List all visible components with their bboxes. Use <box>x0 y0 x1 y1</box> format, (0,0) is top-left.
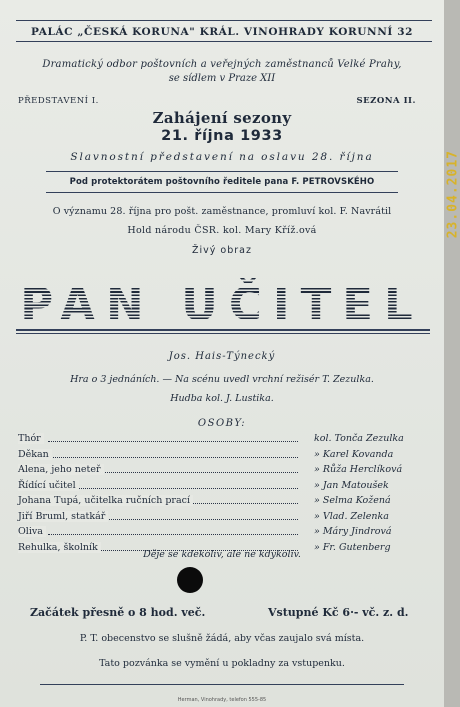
performance-date: 21. října 1933 <box>161 128 283 144</box>
cast-actor: » Růža Herclíková <box>314 464 403 475</box>
cast-role: Thór <box>18 433 44 444</box>
organizer-line-1: Dramatický odbor poštovních a veřejných zaměstnanců Velké Prahy, <box>42 59 402 70</box>
organizer-line-2: se sídlem v Praze XII <box>168 73 276 84</box>
cast-role: Alena, jeho neteř <box>18 464 104 475</box>
title-rule-1 <box>16 329 430 331</box>
speech-line: O významu 28. října pro pošt. zaměstnance, promluví kol. F. Navrátil <box>52 206 392 217</box>
cast-row <box>18 495 418 511</box>
seating-notice: P. T. obecenstvo se slušně žádá, aby včas zaujalo svá místa. <box>79 633 365 644</box>
cast-role: Jiří Bruml, statkář <box>18 511 108 522</box>
bottom-rule <box>40 684 404 685</box>
setting-note: Děje se kdekoliv, ale ne kdykoliv. <box>143 549 301 560</box>
dot-leader <box>48 441 298 442</box>
cast-row <box>18 526 418 542</box>
tableau-line: Živý obraz <box>192 245 252 256</box>
cast-actor: » Fr. Gutenberg <box>314 541 391 553</box>
homage-line: Hold národu ČSR. kol. Mary Kříž.ová <box>127 225 317 236</box>
cast-actor: » Selma Kožená <box>314 495 391 506</box>
admission-price: Vstupné Kč 6·- vč. z. d. <box>268 606 409 619</box>
cast-role: Děkan <box>18 449 52 460</box>
punch-hole <box>177 567 203 593</box>
cast-row <box>18 449 418 465</box>
author: Jos. Hais-Týnecký <box>168 351 276 362</box>
acts-director: Hra o 3 jednáních. — Na scénu uvedl vrchní režisér T. Zezulka. <box>70 374 374 385</box>
date-stamp: 23.04.2017 <box>445 150 460 239</box>
patronage-rule-top <box>46 171 398 172</box>
printer-credit: Herman, Vinohrady, telefon 555-85 <box>177 697 267 703</box>
play-title: PAN UČITEL <box>20 278 424 331</box>
cast-role: Řídící učitel <box>18 480 79 491</box>
cast-list <box>18 433 418 557</box>
cast-row <box>18 511 418 527</box>
performance-number: PŘEDSTAVENÍ I. <box>18 96 99 106</box>
cast-label: OSOBY: <box>197 418 247 429</box>
cast-row <box>18 464 418 480</box>
season-number: SEZONA II. <box>356 96 416 106</box>
start-time: Začátek přesně o 8 hod. več. <box>30 606 206 619</box>
patronage: Pod protektorátem poštovního ředitele pana F. PETROVSKÉHO <box>69 177 375 187</box>
cast-role: Rehulka, školník <box>18 542 101 553</box>
cast-actor: » Karel Kovanda <box>314 448 394 460</box>
cast-role: Johana Tupá, učitelka ručních prací <box>18 495 193 506</box>
cast-actor: kol. Tonča Zezulka <box>314 433 404 444</box>
cast-actor: » Máry Jindrová <box>314 526 392 537</box>
top-rule <box>16 20 432 21</box>
cast-actor: » Jan Matoušek <box>314 479 389 491</box>
season-opening: Zahájení sezony <box>152 109 292 127</box>
title-rule-2 <box>16 333 430 334</box>
cast-row <box>18 480 418 496</box>
patronage-rule-bottom <box>46 192 398 193</box>
venue-rule <box>16 41 432 42</box>
ticket-exchange-notice: Tato pozvánka se vymění u pokladny za vstupenku. <box>99 658 345 669</box>
dot-leader <box>48 457 298 458</box>
dot-leader <box>48 488 298 489</box>
cast-row <box>18 433 418 449</box>
gala-line: Slavnostní představení na oslavu 28. října <box>70 151 374 163</box>
play-title-wrap <box>0 278 444 334</box>
cast-actor: » Vlad. Zelenka <box>314 510 389 522</box>
cast-role: Oliva <box>18 526 46 537</box>
dot-leader <box>48 534 298 535</box>
venue-header: PALÁC „ČESKÁ KORUNA" KRÁL. VINOHRADY KORUNNÍ 32 <box>30 26 414 38</box>
music-credit: Hudba kol. J. Lustika. <box>170 393 274 404</box>
